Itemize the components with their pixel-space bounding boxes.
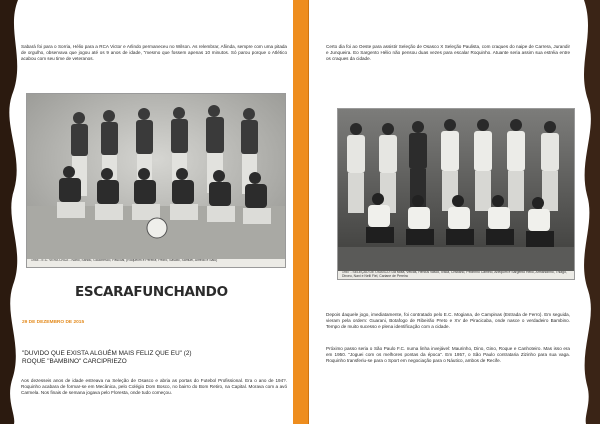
article-date: 29 DE DEZEMBRO DE 2015: [22, 320, 85, 325]
center-orange-band: [293, 0, 309, 424]
headline-line-1: "DUVIDO QUE EXISTA ALGUÉM MAIS FELIZ QUE EU" (2): [22, 350, 192, 357]
right-wavy-border: [572, 0, 600, 424]
right-paragraph-3: Próximo passo seria o São Paulo F.C. numa linha invejável: Maurinho, Dino, Gino, Roque e Canhoteiro. Mas isso era em 1950. "Joguei com os melhores pontas da época". Em 1957, o São Paulo contrataria Zizinho para sua vaga. Roquinho transferiu-se para o Sport em negociação para o Náutico, ambos de Recife.: [326, 346, 570, 364]
photo-caption-1957: 1957 - SELEÇÃO DE OSASCO: Da Mota, Vélcas, Hércus Vasco, Ivaca, Cristiano, Pedrinho Camelo, Arlequim e Sargento Hélio, Armandinho, Thiago, Dirceu, Nani e Nelli Fiel, Cariane de Pereira: [338, 271, 574, 279]
left-intro-paragraph: Sabará foi para o Sorria, Hélio para a RCA Victor e Arlindo permaneceu no Wilson. As relembrar, Afiinda, sempre com uma pitada de orgulho, observava que jogou até os 9 anos de idade, "mesmo que fossem apenas 10 minutos. Só parou porque o Atlético acabou com seu time de veteranos.: [21, 44, 287, 62]
section-title: ESCARAFUNCHANDO: [75, 284, 228, 300]
left-body-paragraph: Aos dezesseis anos de idade estreava na Seleção de Osasco e abria as portas do Futebol Profissional. Era o ano de 194?. Roquinho acabara de formar-se em Mecânica, pelo Colégio Dom Bosco, no bairro do Bom Retiro, na Capital. Morava com a avó Carmela. Nos finais de semana jogava pelo Floresta, onde tudo começou.: [21, 378, 287, 396]
photo-caption-1954: 1954 - E.C. VERA CRUZ - Nano, Sandú, Gaúchesco, Pascoal, (Roquelim e Pereira; Pedro, Sasato, Samuel, Alfredo e Salu): [27, 259, 285, 267]
team-photo-1957: [337, 108, 575, 280]
right-page: [309, 0, 575, 424]
left-border-shape: [0, 0, 18, 424]
team-photo-image: [27, 94, 285, 259]
headline-line-2: ROQUE "BAMBINO" CARCIPRIEZO: [22, 358, 127, 365]
right-top-paragraph: Certo dia foi ao Oeste para assistir Seleção de Osasco X Seleção Paulista, com craques do naipe de Carrera, Jurandir e Junqueira. Eo Sargento Hélio não pensou duas vezes para escalar Roquinho. Atuante seria assim sua estréia entre os craques da cidade.: [326, 44, 570, 62]
right-paragraph-2: Depois daquele jogo, imediatamente, foi contratado pelo E.C. Mogiana, de Campinas (Estrada de Ferro). Em seguida, vieram pela ordem: Guarani, Botafogo de Ribeirão Preto e XV de Piracicaba, onde nasce o verdadeiro Bambino. Tempo de muito sucesso e plena identificação com a cidade.: [326, 312, 570, 330]
team-photo-1954: [26, 93, 286, 268]
right-border-shape: [584, 0, 600, 424]
left-page: [18, 0, 293, 424]
selection-photo-image: [338, 109, 574, 271]
article-headline: [22, 350, 282, 366]
